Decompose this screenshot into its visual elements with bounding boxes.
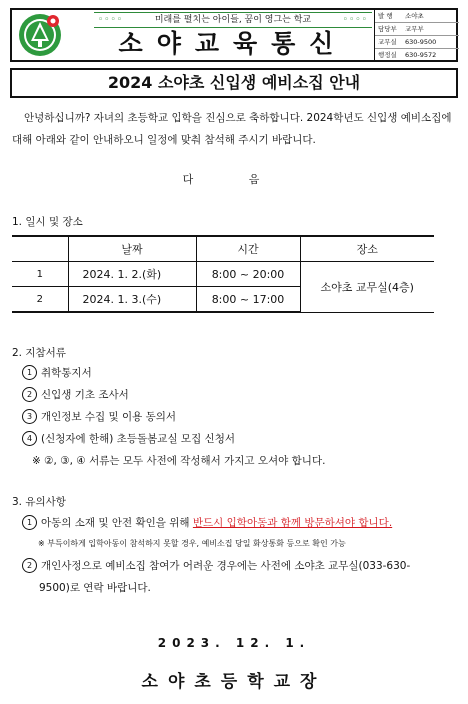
intro-paragraph: 안녕하십니까? 자녀의 초등학교 입학을 진심으로 축하합니다. 2024학년도 신입생 예비소집에 대해 아래와 같이 안내하오니 일정에 맞춰 참석해 주시기 바랍니다. [12,112,452,146]
item-text: 취학통지서 [41,367,92,379]
item-text: 개인사정으로 예비소집 참여가 어려운 경우에는 사전에 소야초 교무실(033-630- [41,560,411,572]
item-number: 4 [22,431,37,446]
info-value: 교무부 [405,25,424,33]
issue-date: 2023. 12. 1. [157,636,311,650]
row-number: 1 [12,262,68,287]
info-key: 발 행 [378,12,393,20]
column-header [12,236,68,262]
item-text: (신청자에 한해) 초등돌봄교실 모집 신청서 [41,433,235,445]
column-header: 날짜 [68,236,196,262]
info-value: 630-9572 [405,51,437,59]
documents-note: ※ ②, ③, ④ 서류는 모두 사전에 작성해서 가지고 오셔야 합니다. [32,455,326,467]
info-key: 행정실 [378,51,397,59]
info-key: 담당부 [378,25,397,33]
item-text: 아동의 소재 및 안전 확인을 위해 [41,517,193,529]
table-header-row [12,236,434,262]
schedule-table [12,235,434,313]
list-item [22,409,176,424]
item-number: 1 [22,365,37,380]
info-row [375,10,459,23]
section-3-heading: 3. 유의사항 [12,496,66,508]
motto-decoration-left: ◦◦◦◦ [98,15,124,25]
newsletter-header [10,8,458,62]
item-number: 1 [22,515,37,530]
date-cell: 2024. 1. 2.(화) [68,262,196,287]
newsletter-title: 소야교육통신 [118,29,348,58]
motto-decoration-right: ◦◦◦◦ [342,15,368,25]
info-row [375,36,459,49]
section-divider-text: 다 음 [182,173,286,186]
list-item [22,431,235,446]
column-header: 장소 [300,236,434,262]
principal-signature: 소야초등학교장 [141,672,327,692]
item-number: 3 [22,409,37,424]
table-row [12,262,434,287]
info-key: 교무실 [378,38,397,46]
item-text: 개인정보 수집 및 이용 동의서 [41,411,177,423]
column-header: 시간 [196,236,300,262]
item-number: 2 [22,558,37,573]
info-row [375,49,459,61]
item-text-continued: 9500)로 연락 바랍니다. [39,582,151,594]
info-value: 630-9500 [405,38,437,46]
info-row [375,23,459,36]
list-item [22,387,129,402]
school-motto: 미래를 펼치는 아이들, 꿈이 영그는 학교 [154,15,312,25]
document-title: 2024 소야초 신입생 예비소집 안내 [10,68,458,98]
time-cell: 8:00 ~ 20:00 [196,262,300,287]
publisher-info [374,10,459,60]
info-value: 소야초 [405,12,424,20]
important-notice: 반드시 입학아동과 함께 방문하셔야 합니다. [192,517,393,529]
place-cell: 소야초 교무실(4층) [300,262,434,313]
school-logo-icon [18,13,62,57]
section-2-heading: 2. 지참서류 [12,347,66,359]
list-item [22,365,92,380]
row-number: 2 [12,287,68,313]
section-1-heading: 1. 일시 및 장소 [12,216,83,228]
list-item [22,515,392,530]
item-number: 2 [22,387,37,402]
date-cell: 2024. 1. 3.(수) [68,287,196,313]
time-cell: 8:00 ~ 17:00 [196,287,300,313]
motto-banner [94,12,372,28]
list-item [22,558,410,573]
item-text: 신입생 기초 조사서 [41,389,129,401]
absence-note: ※ 부득이하게 입학아동이 참석하지 못할 경우, 예비소집 당일 화상통화 등으로 확인 가능 [38,539,346,548]
